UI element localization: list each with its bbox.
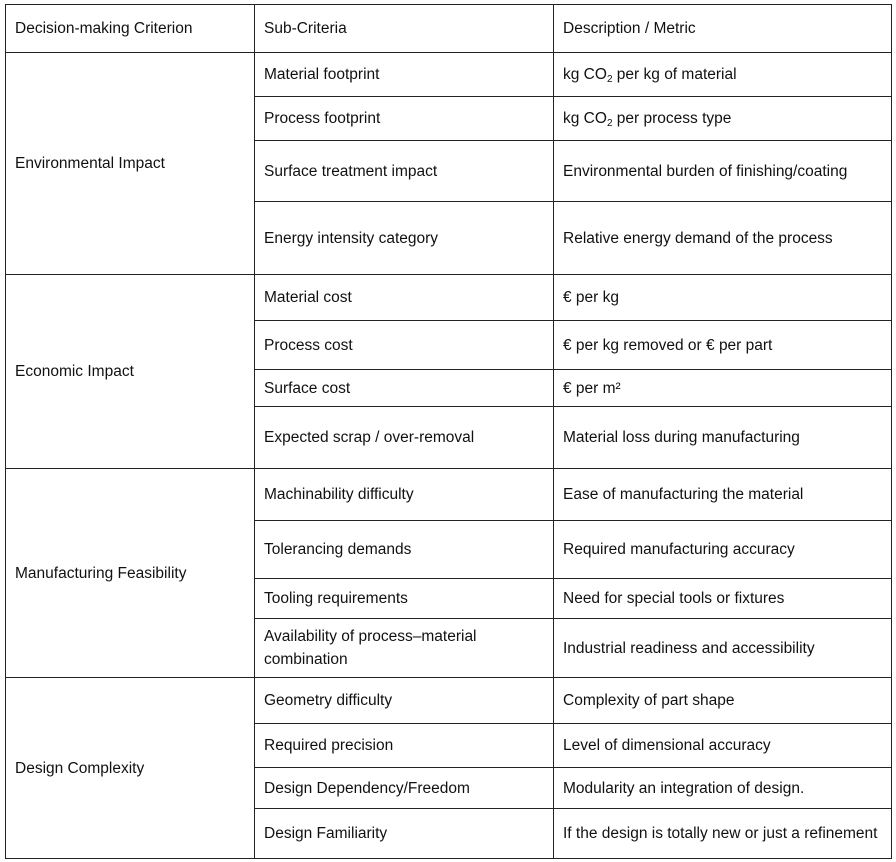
sub-criteria-cell: Process footprint <box>255 97 554 141</box>
description-cell: Relative energy demand of the process <box>554 202 892 275</box>
description-cell: € per kg removed or € per part <box>554 321 892 370</box>
criteria-table <box>5 4 892 859</box>
sub-criteria-cell: Tolerancing demands <box>255 521 554 579</box>
description-cell: € per kg <box>554 275 892 321</box>
description-text: per process type <box>612 110 732 127</box>
description-cell: € per m² <box>554 370 892 407</box>
description-cell <box>554 53 892 97</box>
sub-criteria-cell: Material footprint <box>255 53 554 97</box>
subscript: 2 <box>606 74 613 85</box>
description-cell: Material loss during manufacturing <box>554 407 892 469</box>
description-cell: Industrial readiness and accessibility <box>554 619 892 678</box>
criterion-cell: Economic Impact <box>6 275 255 469</box>
sub-criteria-cell: Machinability difficulty <box>255 469 554 521</box>
description-cell: Level of dimensional accuracy <box>554 724 892 768</box>
table-row <box>6 275 892 321</box>
header-row <box>6 5 892 53</box>
sub-criteria-cell: Surface treatment impact <box>255 141 554 202</box>
description-cell: Modularity an integration of design. <box>554 768 892 809</box>
sub-criteria-cell: Surface cost <box>255 370 554 407</box>
table-row <box>6 469 892 521</box>
description-cell: Complexity of part shape <box>554 678 892 724</box>
description-cell: Ease of manufacturing the material <box>554 469 892 521</box>
description-cell: Need for special tools or fixtures <box>554 579 892 619</box>
criterion-cell: Environmental Impact <box>6 53 255 275</box>
sub-criteria-cell: Material cost <box>255 275 554 321</box>
description-cell: Environmental burden of finishing/coating <box>554 141 892 202</box>
criterion-cell: Manufacturing Feasibility <box>6 469 255 678</box>
description-cell <box>554 97 892 141</box>
sub-criteria-cell: Required precision <box>255 724 554 768</box>
sub-criteria-cell: Geometry difficulty <box>255 678 554 724</box>
header-sub-criteria: Sub-Criteria <box>255 5 554 53</box>
description-cell: Required manufacturing accuracy <box>554 521 892 579</box>
sub-criteria-cell: Tooling requirements <box>255 579 554 619</box>
sub-criteria-cell: Process cost <box>255 321 554 370</box>
sub-criteria-cell: Design Dependency/Freedom <box>255 768 554 809</box>
subscript: 2 <box>606 118 613 129</box>
description-text: kg CO <box>563 66 607 83</box>
description-cell: If the design is totally new or just a refinement <box>554 809 892 859</box>
header-description: Description / Metric <box>554 5 892 53</box>
header-criterion: Decision-making Criterion <box>6 5 255 53</box>
table-row <box>6 678 892 724</box>
description-text: kg CO <box>563 110 607 127</box>
description-text: per kg of material <box>612 66 737 83</box>
sub-criteria-cell: Energy intensity category <box>255 202 554 275</box>
sub-criteria-cell: Availability of process–material combination <box>255 619 554 678</box>
criterion-cell: Design Complexity <box>6 678 255 859</box>
table-row <box>6 53 892 97</box>
sub-criteria-cell: Expected scrap / over-removal <box>255 407 554 469</box>
sub-criteria-cell: Design Familiarity <box>255 809 554 859</box>
